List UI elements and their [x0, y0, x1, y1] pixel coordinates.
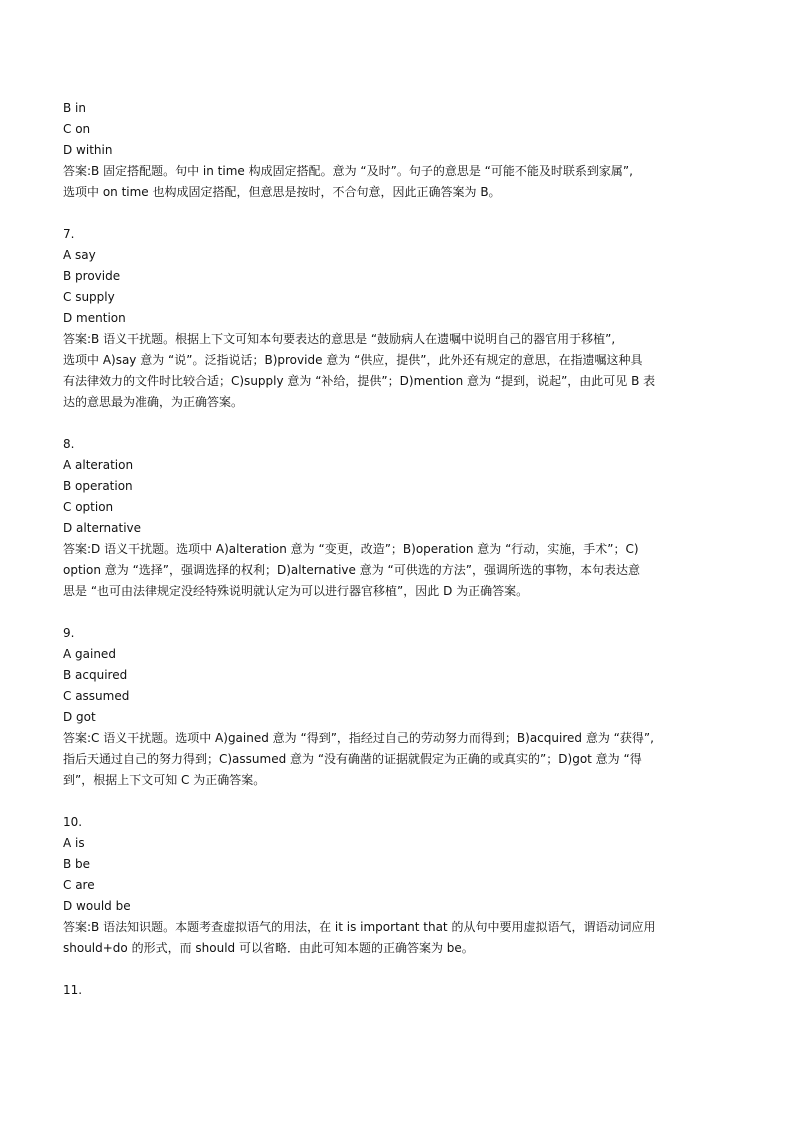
option-a: A alteration	[63, 458, 134, 472]
option-c: C are	[63, 878, 95, 892]
answer-line: 答案:D 语义干扰题。选项中 A)alteration 意为 “变更，改造”；B)operation 意为 “行动，实施，手术”；C)	[63, 542, 639, 556]
answer-line: 选项中 on time 也构成固定搭配，但意思是按时，不合句意，因此正确答案为 B。	[63, 185, 501, 199]
answer-line: option 意为 “选择”，强调选择的权利；D)alternative 意为 “可供选的方法”，强调所选的事物，本句表达意	[63, 563, 640, 577]
question-7	[63, 224, 733, 413]
question-number: 9.	[63, 626, 75, 640]
answer-line: 思是 “也可由法律规定没经特殊说明就认定为可以进行器官移植”，因此 D 为正确答案。	[63, 584, 529, 598]
answer-line: 答案:B 语法知识题。本题考查虚拟语气的用法，在 it is important that 的从句中要用虚拟语气，谓语动词应用	[63, 920, 656, 934]
option-b: B acquired	[63, 668, 128, 682]
option-c: C supply	[63, 290, 115, 304]
question-6-tail	[63, 98, 733, 203]
question-number: 7.	[63, 227, 75, 241]
question-number: 8.	[63, 437, 75, 451]
option-a: A say	[63, 248, 96, 262]
answer-line: 答案:B 固定搭配题。句中 in time 构成固定搭配。意为 “及时”。句子的意思是 “可能不能及时联系到家属”,	[63, 164, 633, 178]
option-b: B in	[63, 101, 86, 115]
option-b: B provide	[63, 269, 121, 283]
question-number: 10.	[63, 815, 83, 829]
option-d: D got	[63, 710, 96, 724]
question-10	[63, 812, 733, 959]
answer-line: 答案:B 语义干扰题。根据上下文可知本句要表达的意思是 “鼓励病人在遗嘱中说明自己的器官用于移植”,	[63, 332, 616, 346]
option-a: A is	[63, 836, 85, 850]
option-c: C assumed	[63, 689, 130, 703]
answer-line: should+do 的形式，而 should 可以省略．由此可知本题的正确答案为 be。	[63, 941, 474, 955]
answer-line: 有法律效力的文件时比较合适；C)supply 意为 “补给，提供”；D)mention 意为 “提到，说起”，由此可见 B 表	[63, 374, 656, 388]
option-c: C on	[63, 122, 91, 136]
option-d: D mention	[63, 311, 126, 325]
option-a: A gained	[63, 647, 116, 661]
answer-line: 达的意思最为准确，为正确答案。	[63, 395, 244, 409]
answer-line: 指后天通过自己的努力得到；C)assumed 意为 “没有确凿的证据就假定为正确的或真实的”；D)got 意为 “得	[63, 752, 642, 766]
question-9	[63, 623, 733, 791]
document-page	[63, 98, 733, 1001]
option-c: C option	[63, 500, 114, 514]
answer-line: 答案:C 语义干扰题。选项中 A)gained 意为 “得到”，指经过自己的劳动努力而得到；B)acquired 意为 “获得”,	[63, 731, 654, 745]
question-11-number: 11.	[63, 983, 83, 997]
option-d: D alternative	[63, 521, 142, 535]
option-d: D within	[63, 143, 113, 157]
option-d: D would be	[63, 899, 131, 913]
answer-line: 选项中 A)say 意为 “说”。泛指说话；B)provide 意为 “供应，提供”，此外还有规定的意思，在指遗嘱这种具	[63, 353, 643, 367]
question-8	[63, 434, 733, 602]
option-b: B be	[63, 857, 91, 871]
answer-line: 到”，根据上下文可知 C 为正确答案。	[63, 773, 266, 787]
option-b: B operation	[63, 479, 133, 493]
